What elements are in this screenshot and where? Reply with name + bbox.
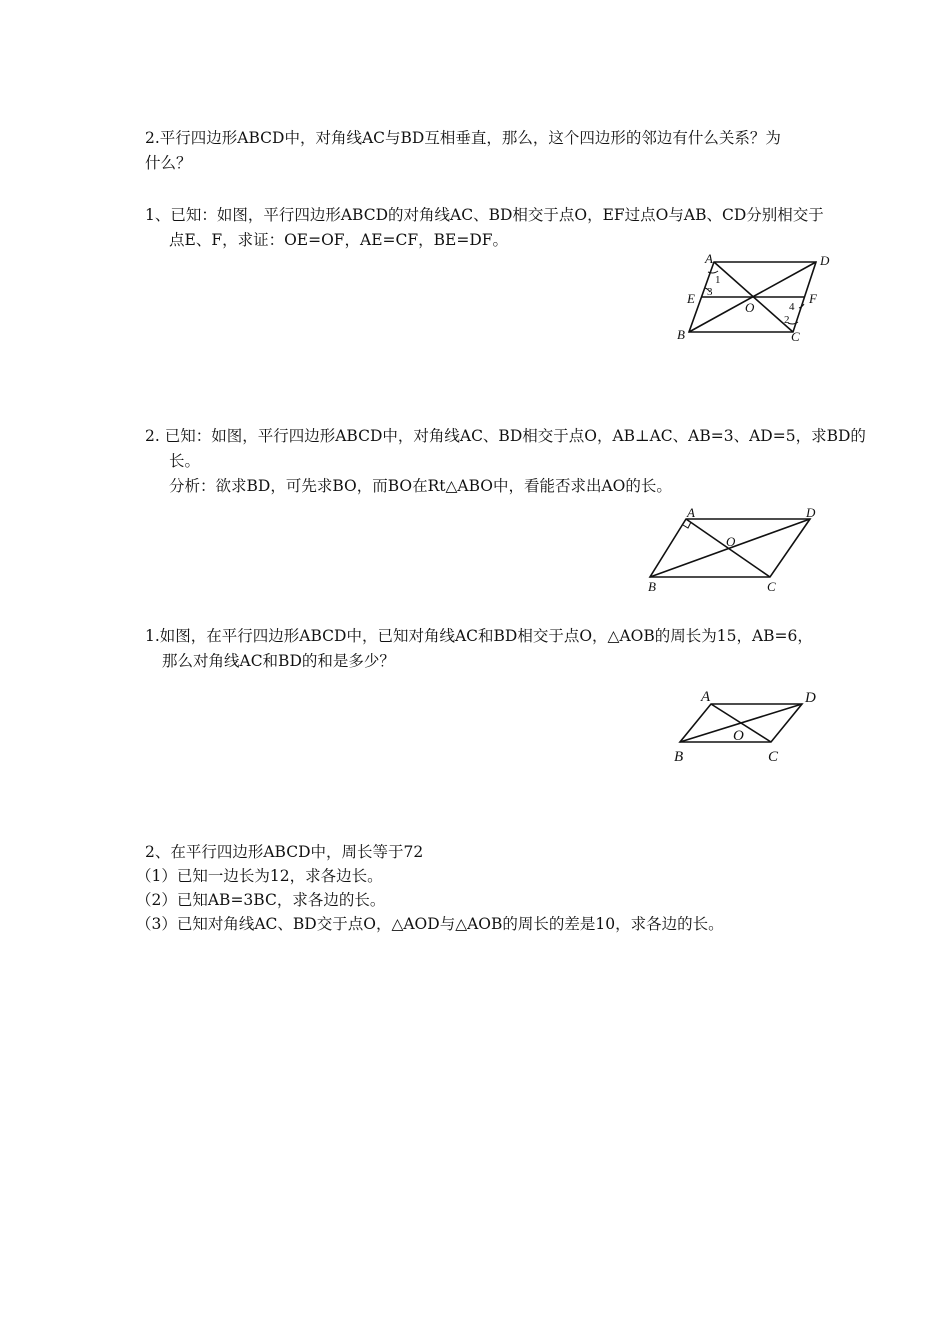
q-sum-line2: 那么对角线AC和BD的和是多少？	[162, 652, 395, 670]
q-bd-line1: 2. 已知：如图，平行四边形ABCD中，对角线AC、BD相交于点O，AB⊥AC、AB=3、AD=5，求BD的	[145, 427, 866, 445]
label-o: O	[745, 300, 755, 315]
q-perimeter-title: 2、在平行四边形ABCD中，周长等于72	[145, 843, 424, 861]
label-c: C	[791, 329, 800, 344]
q-perimeter-item-3: （3）已知对角线AC、BD交于点O，△AOD与△AOB的周长的差是10，求各边的长。	[136, 915, 724, 933]
angle-label-3: 3	[707, 286, 713, 298]
q-perimeter-item-1: （1）已知一边长为12，求各边长。	[136, 867, 383, 885]
label-c: C	[768, 749, 779, 765]
label-c: C	[767, 579, 776, 594]
angle-label-1: 1	[715, 274, 721, 286]
label-b: B	[677, 327, 685, 342]
figure-parallelogram-sum	[670, 685, 830, 767]
q-bd-line2: 长。	[169, 452, 201, 470]
q-perimeter-item-2: （2）已知AB=3BC，求各边的长。	[136, 891, 386, 909]
label-o: O	[733, 728, 744, 744]
q-perp-line1: 2.平行四边形ABCD中，对角线AC与BD互相垂直，那么，这个四边形的邻边有什么关系？为	[145, 129, 781, 147]
label-a: A	[687, 505, 695, 520]
q-bd-analysis: 分析：欲求BD，可先求BO，而BO在Rt△ABO中，看能否求出AO的长。	[169, 477, 672, 495]
angle-label-2: 2	[784, 314, 790, 326]
figure-parallelogram-ef	[670, 250, 840, 345]
label-d: D	[806, 505, 816, 520]
label-b: B	[674, 749, 684, 765]
q-ef-line1: 1、已知：如图，平行四边形ABCD的对角线AC、BD相交于点O，EF过点O与AB、CD分别相交于	[145, 206, 824, 224]
label-b: B	[648, 579, 656, 594]
angle-label-4: 4	[789, 301, 795, 313]
q-sum-line1: 1.如图，在平行四边形ABCD中，已知对角线AC和BD相交于点O，△AOB的周长为15，AB=6，	[145, 627, 813, 645]
q-ef-line2: 点E、F，求证：OE=OF，AE=CF，BE=DF。	[169, 231, 509, 249]
label-d: D	[820, 253, 830, 268]
label-e: E	[687, 291, 695, 306]
label-d: D	[805, 690, 816, 706]
figure-parallelogram-bd	[640, 505, 840, 597]
label-a: A	[705, 251, 713, 266]
label-a: A	[701, 689, 711, 705]
angle-arc-1	[708, 271, 718, 273]
label-f: F	[809, 291, 817, 306]
q-perp-line2: 什么？	[145, 154, 192, 172]
label-o: O	[726, 534, 736, 549]
